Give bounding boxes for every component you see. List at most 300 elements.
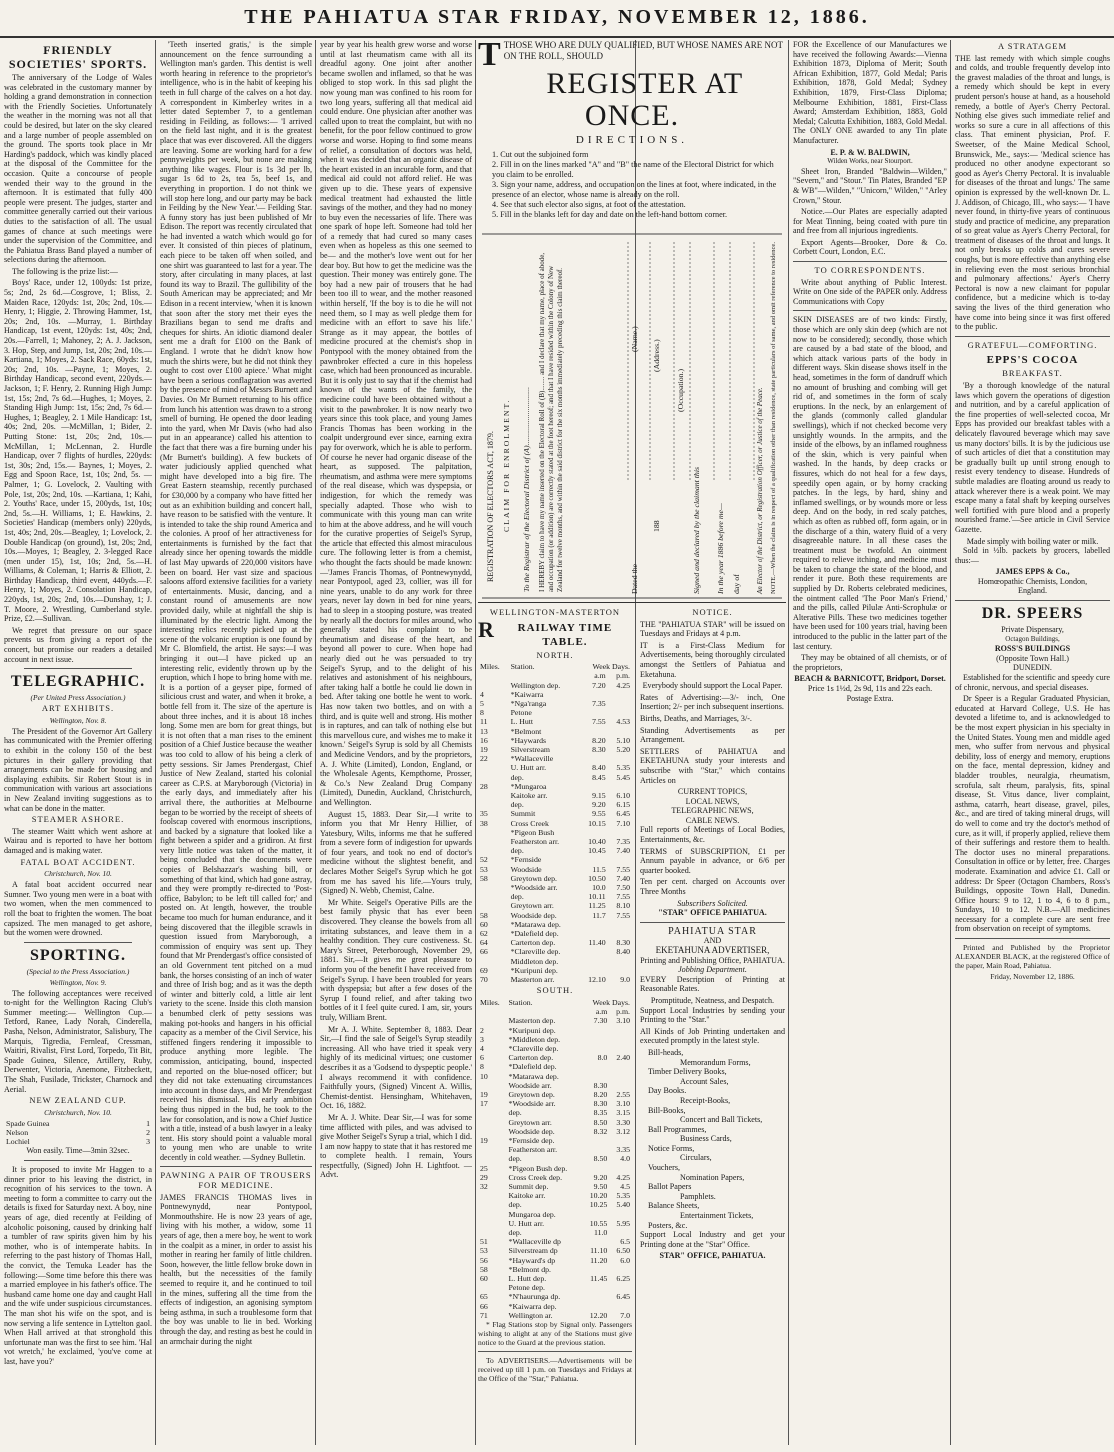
article-text: The following acceptances were received to-night for the Wellington Racing Club's Summer meeting:— Wellington Cup.—Tetford, Ranee, Lady Norah, Cinderella, Pasha, Nelson, Administrator, Salisbury, The Marquis, Tigredia, Fernleaf, Cressman, Waitiri, Rivalist, First Lord, Torpedo, Tit Bit, Spade Guinea, Silence, Artillery, Ruby, Derwenter, Victoria, Anemone, Fitzbeckett, The Shah, Fusilade, Trickster, Charnock and Aerial. [4, 988, 152, 1094]
column-1 [4, 40, 152, 1445]
pm-cell [609, 1081, 632, 1090]
table-row [478, 855, 632, 864]
race-time: Won easily. Time—3min 32sec. [26, 1146, 130, 1156]
station-cell: dep. [510, 892, 524, 902]
station-cell: L. Hutt [510, 717, 534, 727]
pm-cell [609, 1062, 632, 1071]
adv-title: PAHIATUA STAR [668, 925, 757, 937]
am-cell: 8.0 [597, 1053, 608, 1063]
am-cell: 8.45 [592, 772, 606, 782]
col-header: a.m [594, 671, 606, 681]
column-rule [950, 40, 951, 1445]
station-cell: *Pigeon Bush [510, 827, 555, 837]
am-cell: 12.20 [589, 1310, 608, 1320]
station-cell: dep. [508, 1154, 522, 1164]
pm-cell [608, 929, 632, 938]
station-cell: U. Hutt arr. [508, 1218, 545, 1228]
pm-cell: 3.10 [616, 1016, 630, 1026]
am-cell: 10.15 [588, 818, 606, 828]
list-item: 4. See that such elector also signs, at foot of the attestation. [492, 200, 686, 209]
am-cell [582, 1062, 609, 1071]
epps-breakfast: BREAKFAST. [1002, 368, 1063, 379]
am-cell: 8.20 [593, 1089, 608, 1099]
am-cell: 8.30 [593, 1099, 608, 1109]
am-cell: 9.15 [592, 791, 606, 801]
speers-opposite: (Opposite Town Hall.) [996, 653, 1069, 663]
epps-heading: GRATEFUL—COMFORTING. [967, 339, 1098, 350]
col-header: Station. [510, 662, 535, 672]
speers-established: Established for the scientific and speedy cure of chronic, nervous, and special diseases. [955, 673, 1110, 692]
pm-cell: 3.30 [616, 1117, 630, 1127]
station-cell: dep. [510, 800, 524, 810]
am-cell: 8.20 [592, 735, 606, 745]
am-cell: 12.10 [588, 975, 606, 985]
pm-cell [609, 1228, 632, 1237]
pm-cell [609, 1035, 632, 1044]
station-cell: Petone [510, 708, 532, 718]
horse-place: 1 [146, 1118, 150, 1128]
horse-place: 3 [146, 1137, 150, 1147]
divider [24, 942, 132, 943]
form-note: NOTE.—When the claim is in respect of a qualification other than residence, state particulars of same, and omit reference to residence. [770, 242, 777, 594]
railway-route: WELLINGTON-MASTERTON [489, 607, 621, 617]
pm-cell: 6.5 [620, 1237, 630, 1247]
pm-cell [609, 1164, 632, 1173]
table-row [478, 754, 632, 763]
am-cell: 11.5 [592, 864, 606, 874]
miles-cell: 58 [480, 910, 488, 920]
station-cell: *Wallaceville dp [508, 1237, 561, 1247]
col-header: p.m. [616, 671, 630, 681]
correspondents-heading: TO CORRESPONDENTS. [814, 265, 926, 276]
col-header: Miles. [480, 997, 500, 1007]
column-rule [788, 40, 789, 1445]
station-cell: Woodside dep. [508, 1126, 555, 1136]
list-item: Concert and Ball Tickets, [680, 1115, 763, 1125]
pm-cell: 7.55 [616, 910, 630, 920]
am-cell [582, 1026, 609, 1035]
list-item: Notice Forms, [648, 1143, 695, 1153]
table-header [478, 998, 632, 1007]
table-row [478, 911, 632, 920]
miles-cell [478, 1081, 507, 1090]
table-row [478, 865, 632, 874]
station-cell: *N'haurunga dp. [508, 1292, 561, 1302]
station-cell: dep. [508, 1108, 522, 1118]
pm-cell: 5.10 [616, 735, 630, 745]
am-cell: 7.55 [592, 717, 606, 727]
table-row [478, 1283, 632, 1292]
am-cell [582, 1072, 609, 1081]
pm-cell [609, 1302, 632, 1311]
list-item: Balance Sheets, [648, 1201, 700, 1211]
speers-opp: Octagon Buildings, [1005, 634, 1060, 643]
col-header: Miles. [480, 662, 500, 672]
advertisers-note: To ADVERTISERS.—Advertisements will be received up till 1 p.m. on Tuesdays and Fridays at the Office of the "Star," Pahiatua. [478, 1356, 632, 1383]
miles-cell [478, 957, 509, 966]
list-item: Bill-Books, [648, 1105, 686, 1115]
notice-text: All Kinds of Job Printing undertaken and executed promptly in the latest style. [640, 1026, 785, 1046]
pm-cell [609, 1265, 632, 1274]
am-cell: 10.40 [588, 837, 606, 847]
miles-cell: 58 [480, 873, 488, 883]
epps-made: Made simply with boiling water or milk. [966, 536, 1099, 546]
notice-column [640, 606, 785, 1446]
am-cell [582, 1164, 609, 1173]
article-text: The anniversary of the Lodge of Wales was celebrated in the customary manner by holding a grand demonstration in connection with the Friendly Societies. Unfortunately the weather in the morning was not all that could be desired, but later on the sky cleared and a large number of people assembled on the ground. The sports took place in Mr Harding's paddock, which was kindly placed at the disposal of the Committee for the occasion. Quite a concourse of people wended their way to the ground in the afternoon. It is estimated that fully 400 people were present. The judges, starter and committee generally carried out their various duties to the satisfaction of all. The usual games of chance at such meetings were under the supervision of the Committee, and the Pahiatua Brass Band played a number of selections during the afternoon. [4, 73, 152, 265]
station-cell: dep. [508, 1227, 522, 1237]
pm-cell [609, 1026, 632, 1035]
miles-cell: 4 [480, 689, 484, 699]
article-text: 'Teeth inserted gratis,' is the simple announcement on the fence surrounding a Wellington man's garden. This dentist is well worth hearing in reference to the proprietor's intelligence, who is in the habit of keeping his teeth in full charge of the calves on a hot day. A correspondent in Kimberley writes in a letter dated September 7, to a gentleman residing in Feilding, as follows:— 'I arrived on the field last night, and it is the greatest place that was ever discovered. All the diggers are leaving. Some are working hard for a few pennyweights per week, but none are making anything like wages. Flour is 1s 3d per lb, sugar 1s 6d to 2s, tea 5s, beef 1s, and everything in proportion. I do not think we will stop here long, and our party may be back in Feilding by the New Year.'— Feilding Star. A funny story has just been published of Mr Edison. The report was recently circulated that he had invented a watch which would go for ever. It consisted of thin pieces of platinum, each piece to be taken off when soiled, and one shirt was guaranteed to last for a year. The story, after circulating in many places, at last found its way to Brazil. The gullibility of the South American may be appreciated; and Mr Edison in a recent interview, 'when it is known that soon after the story met their eyes the Brazilians began to send me drafts and cheques for shirts. An idiotic diamond dealer sent me a draft for £100 on the Bank of England. I wrote that he didn't know how much the shirts were, but he did not think they ought to cost over £100 apiece.' What might have been a serious conflagration was averted by the presence of mind of Messrs Burnett and Davies. On Mr Burnett returning to his office from lunch his attention was drawn to a strong smell of burning. He opened the door leading into the yard, when Mr Davis (who had also put in an appearance) called his attention to the fact that there was a fire burning under his (Mr Burnett's building). A few buckets of water judiciously applied quenched what might have developed into a big fire. The Great Eastern steamship, recently purchased for £30,000 by a company who have fitted her out as an exhibition building and concert hall, have reason to be satisfied with the venture. It is intended to take the ship round America and the colonies. A proof of her attractiveness for entertainments is furnished by the fact that already since her opening towards the middle of last May upwards of 220,000 visitors have been on board. Her vast size and spacious saloons afford extensive facilities for a variety of entertainments. Music, dancing, and a constant round of amusements are now provided daily, while at nightfall the ship is illuminated by the electric light. Among the interesting relics recently picked up at the scene of the volcanic eruption is one found by Mr C. Blomfield, the artist. He says:—I was bringing it out—I have picked up an interesting relic, evidently thrown up by the eruption, which I hope to bring home with me. It is a portion of a geyser pipe, formed of silicious crust and water, and when it broke, a bottle fell from it. The size of the aperture is about three inches, and it is about 18 inches long. Some men are born for great things, but it is not often that a man rises to the eminent position of a Chief Justice because the weather was too cold to allow of his being a clerk of petty sessions. Sir James Prendergast, Chief Justice of New Zealand, started his colonial career as C.P.S. at Maryborough (Victoria) in the early days, and immediately after his arrival there, the authorities at Melbourne began to be worried by the receipt of sheets of foolscap covered with enormous inscriptions, and backed by a signature that looked like a fight between a spider and a gridiron. At first very little notice was taken of the matter, it being concluded that the documents were copies of Belshazzar's washing bill, or something of that kind, which had gone astray, and they were promptly re-directed to 'Post-office, Babylon; to be left till called for;' and posted on. At length, however, the trouble became too much for human endurance, and it being discovered that the illegible scrawls in question issued from Maryborough, a commission of enquiry was sent up. They found that Mr Prendergast's office consisted of an old Government tent pitched on a mud bank, the horses consisting of an inch of water and three of Irish bog; and as it was the depth of winter and bitterly cold, a little air lent variety to the scene. Inside this cloth mansion a benumbed clerk of petty sessions was making pot-hooks and hangers in his official capacity as a member of the Civil Service, his stiffened fingers rendering it impossible to produce anything more legible. The commission, anticipating, bound, inspected and reported on the blue-nosed officer; but they did not take extenuating circumstances into account in those days, and Mr Prendergast received his dismissal. His early ambition being thus nipped in the bud, he took to the law for consolation, and is now a Chief Justice with a title, instead of a bush lawyer in a leaky tent. His story should point a valuable moral to young men who are unable to write decently in cold weather. —Sydney Bulletin. [160, 40, 312, 1162]
railway-title [478, 616, 632, 649]
south-table [478, 998, 632, 1320]
am-cell: 7.30 [593, 1016, 608, 1026]
table-row [478, 819, 632, 828]
list-item: Vouchers, [648, 1163, 680, 1173]
pm-cell: 3.35 [616, 1145, 630, 1155]
ayer-ad-text: THE last remedy with which simple coughs and colds, and trouble frequently develop into the gravest maladies of the throat and lungs, is a remedy which should be kept in every prudent person's house at hand, as a household remedy, a bottle of Ayer's Cherry Pectoral. Nothing else gives such immediate relief and works so sure a cure in all affections of this class. That eminent physician, Prof. F. Sweetser, of the Maine Medical School, Brunswick, Me., says:— 'Medical science has produced no other anodyne expectorant so good as Ayer's Cherry Pectoral. It is invaluable for diseases of the throat and lungs.' The same opinion is expressed by the well-known Dr. L. J. Addison, of Chicago, Ill., who says:— 'I have never found, in thirty-five years of continuous study and practice of medicine, any preparation of so great value as Ayer's Cherry Pectoral, for treatment of diseases of the throat and lungs. It not only breaks up colds and cures severe coughs, but is more effective than anything else in relieving even the most serious bronchial and pulmonary affections.' Ayer's Cherry Pectoral is now a new claimant for popular confidence, but a medicine which is to-day saving the lives of the third generation who have come into being since it was first offered to the public. [955, 53, 1110, 332]
pm-cell [608, 727, 632, 736]
skin-disease-price: Price 1s 1½d, 2s 9d, 11s and 22s each. [807, 684, 933, 693]
station-cell: Carterton dep. [510, 938, 556, 948]
notice-text: Full reports of Meetings of Local Bodies, Entertainments, &c. [640, 825, 785, 845]
sporting-heading: SPORTING. [29, 946, 126, 964]
list-item: Memorandum Forms, [680, 1057, 751, 1067]
pm-cell [609, 1072, 632, 1081]
imprint-date: Friday, November 12, 1886. [990, 972, 1075, 982]
station-cell: *Matarawa dep. [510, 919, 561, 929]
am-cell: 9.50 [593, 1181, 608, 1191]
column-3 [320, 40, 472, 1445]
col-header: Week Days. [592, 662, 630, 672]
baldwin-name: E. P. & W. BALDWIN, [830, 147, 910, 157]
register-lead [478, 40, 786, 73]
miles-cell [478, 1127, 507, 1136]
am-cell [582, 1210, 609, 1219]
table-row [478, 975, 632, 984]
am-cell [579, 727, 608, 736]
column-2 [160, 40, 312, 1445]
skin-disease-sold: They may be obtained of all chemists, or of the proprietors, [793, 653, 947, 672]
list-item: Nomination Papers, [680, 1172, 745, 1182]
pm-cell: 5.45 [616, 772, 630, 782]
station-cell: *Woodside arr. [510, 883, 558, 893]
skin-disease-ad: SKIN DISEASES are of two kinds: Firstly, those which are only skin deep (which are not now to be considered); secondly, those which are caused by a bad state of the blood, and which attack various parts of the body in different ways. Skin disease shows itself in the head, sometimes in the form of dandruff which no amount of brushing and combing will get rid of, and sometimes in the form of scaly eruptions. In the neck, by an enlargement of the glands (commonly called glandular swellings), which if not checked become very unsightly wounds. In the armpits, and the inside of the elbows, by an inflamed roughness of the skin, which is very painful when washed. In the hands, by deep cracks or fissures, which do not heal for a few days, speedily open again, or by horny cracking patches. In the legs, by hard, shiny and inflamed swellings, or by wounds more or less deep. And on the body, in red scaly patches, which as often as rubbed off, form again, or in the discharge of a thin, watery fluid of a very disagreeable nature. In all these cases the treatment must be twofold. An ointment required to relieve itching, and medicine must be taken to change the state of the blood, and render it pure. Both these requirements are supplied by Dr. Roberts celebrated medicines, the ointment called 'The Poor Man's Friend,' and the pills, called Pilulæ Anti-Scrophulæ or Alterative Pills. These two medicines together have been used for 100 years trial, having been introduced to the public in the latter part of the last century. [793, 315, 947, 651]
pm-cell: 5.35 [616, 1191, 630, 1201]
form-occupation-label: (Occupation.) [676, 368, 685, 412]
column-7 [955, 40, 1110, 1445]
am-cell [579, 929, 608, 938]
station-cell: *Hayward's dp [508, 1255, 556, 1265]
table-row [478, 1016, 632, 1025]
pawning-heading: PAWNING A PAIR OF TROUSERS FOR MEDICINE. [160, 1170, 312, 1191]
table-row [478, 763, 632, 772]
form-address-label: (Address.) [652, 339, 661, 372]
horse-name: Nelson [6, 1128, 29, 1138]
station-cell: Masterton dep. [508, 1016, 556, 1026]
miles-cell [478, 846, 509, 855]
am-cell: 8.50 [593, 1117, 608, 1127]
table-row [478, 1237, 632, 1246]
miles-cell: 69 [480, 965, 488, 975]
miles-cell: 56 [480, 1255, 488, 1265]
pm-cell: 6.45 [616, 809, 630, 819]
north-table [478, 662, 632, 984]
divider [478, 602, 786, 603]
miles-cell: 5 [480, 699, 484, 708]
baldwin-works: Wilden Works, near Stourport. [827, 157, 913, 166]
testimonial-letter: Mr A. J. White. Dear Sir,—I was for some time afflicted with piles, and was advised to give Mother Seigel's Syrup a trial, which I did. I am now happy to state that it has restored me to complete health. I remain, Yours respectfully, (Signed) John H. Lightfoot. —Advt. [320, 1112, 472, 1180]
column-6 [793, 40, 947, 1445]
list-item: Circulars, [680, 1153, 712, 1163]
list-item: 2. Fill in on the lines marked "A" and "B" the name of the Electoral District for which you claim to be enrolled. [492, 160, 774, 179]
miles-cell: 60 [480, 919, 488, 929]
table-row [478, 1090, 632, 1099]
form-claim-title: CLAIM FOR ENROLMENT. [502, 398, 511, 532]
speers-city: DUNEDIN. [1013, 663, 1052, 673]
miles-cell: 28 [480, 781, 488, 791]
miles-cell [478, 791, 509, 800]
pm-cell: 8.40 [616, 947, 630, 957]
form-before-me-label: In the year 1886 before me— [716, 503, 725, 594]
table-row [478, 1256, 632, 1265]
table-row [478, 846, 632, 855]
am-cell: 7.35 [592, 699, 606, 708]
divider [793, 261, 947, 262]
pm-cell: 9.0 [620, 975, 630, 985]
am-cell [579, 828, 608, 837]
pm-cell: 5.20 [616, 745, 630, 755]
speers-ad-text: Dr Speer is a Regular Graduated Physician, educated at Harvard College, U.S. He has devoted a lifetime to, and is acknowledged to be the most expert physician in his specialty in the United States. Young men and middle aged men, who suffer from nervous and physical debility, loss of energy and memory, eruptions on the face, mental depression, kidney and bladder troubles, neuralgia, rheumatism, scrofula, salt rheum, paralysis, fits, spinal disease, St. Vitus dance, liver complaint, asthma, catarrh, heart disease, gravel, piles, &c., and are tired of taking mineral drugs, will do well to come and try the doctor's method of cure, as it will, if properly applied, relieve them of their sufferings and restore them to health. The doctor uses no mineral preparations. Consultation in office or by letter, free. Charges moderate. Examination and advice £1. Call or address: Dr Speer (Octagon Chambers, Ross's Buildings, opposite Town Hall, Dunedin. Office hours: 9 to 12, 1 to 4, 6 to 8 p.m., Sundays, 10 to 12. N.B.—All medicines necessary for a complete cure are sent free from observation on receipt of symptoms. [955, 694, 1110, 934]
miles-cell: 70 [480, 975, 488, 985]
pm-cell: 6.0 [620, 1255, 630, 1265]
miles-cell [478, 1016, 507, 1025]
article-text: It is proposed to invite Mr Haggen to a dinner prior to his leaving the district, in recognition of his services to the town. A meeting to form a committee to carry out the details is fixed for Saturday next. A boy, nine years of age, died recently at Feilding of alcoholic poisoning, caused by drinking half a tumbler of raw spirits given him by his mother, who is of intemperate habits. In referring to the past history of Thomas Hall, the convict, the Temuka Leader has the following:—Some time before this there was a married employee in his father's office. The husband came home one day and caught Hall and the wife under suspicious circumstances. The man shot his wife on the spot, and is now serving a life sentence in Lyttelton gaol. When Hall arrived at that stronghold this unfortunate man was the first to see him. 'Hal vot wretch,' he exclaimed, 'you've come at last, have you?' [4, 1165, 152, 1366]
divider [478, 1351, 632, 1352]
miles-cell: 71 [480, 1310, 488, 1320]
pm-cell: 4.53 [616, 717, 630, 727]
prize-list: Boys' Race, under 12, 100yds: 1st prize, 5s; 2nd, 2s 6d.—Cosgrove, 1; Bliss, 2. Maiden Race, 120yds: 1st, 20s; 2nd, 10s.—Henry, 1; Higgie, 2. Throwing Hammer, 1st, 20s; 2nd, 10s. —Murray, 1. Birthday Handicap, 1st event, 120yds: 1st, 40s; 2nd, 20s.—Farrell, 1; Mahoney, 2; A. J. Jackson, 3. Hop, Step, and Jump, 1st, 20s; 2nd, 10s.—Kartiana, 1; Moyes, 2. Sack Race, 60yds: 1st, 20s; 2nd, 10s. —Payne, 1; Moyes, 2. Birthday Handicap, second event, 220yds.—Jackson, 1; F. Henry, 2. Running High Jump: 1st, 15s; 2nd, 7s 6d.—Hughes, 1; Moyes, 2. Standing High Jump: 1st, 15s; 2nd, 7s 6d.—Hughes, 1; Beagley, 2. 1 Mile Handicap: 1st, 40s; 2nd, 20s. —McMillan, 1; Bider, 2. Putting Stone: 1st, 20s; 2nd, 10s.— McMillan, 1; McLennan, 2. Hurdle Handicap, over 7 flights of hurdles, 220yds: 1st, 30s; 2nd, 15s.— Baynes, 1; Moyes, 2. Egg and Spoon Race, 1st, 10s; 2nd, 5s. —Palmer, 1; G. Lovelock, 2. Vaulting with Pole, 1st, 20s; 2nd, 10s. —Kartiana, 1; Kahi, 2. Youths' Race, under 15, 200yds, 1st, 10s; 2nd, 5s.—H. Williams, 1; E. Hawkins, 2. Societies' Handicap (members only) 220yds, 1st, 40s; 2nd, 20s.—Beagley, 1; Lovelock, 2. Double Handicap (on ground), 1st, 20s; 2nd, 10s.—Moyes, 1; Beagley, 2. 3-legged Race (men under 15), 1st, 10s; 2nd, 5s.—H. Williams, & Coleman, 1; Harris & Elliott, 2. Birthday Handicap, third event, 440yds.—F. Henry, 1; Moyes, 2. Consolation Handicap, 220yds, 1st, 20s; 2nd, 10s.—Dunshay, 1; J. T. Moore, 2. Wrestling, Cumberland style. Prize, £2.—Sullivan. [4, 278, 152, 624]
station-cell: dep. [508, 1200, 522, 1210]
pm-cell [609, 1136, 632, 1145]
col-header: Station. [508, 997, 533, 1007]
table-row [478, 1302, 632, 1311]
form-declaration: I HEREBY claim to have my name inserted on the Electoral Roll of (B)........ and I declare that my name, place of abode, and occupation (or addition) are correctly stated at the foot hereof; and that I have resided within the Colony of New Zealand for twelve months, and within the said district for the six months immediately preceding this claim thereof. [538, 252, 564, 592]
article-text: The steamer Waitt which went ashore at Wairau and is reported to have her bottom damaged and is making water. [4, 826, 152, 855]
dateline: Christchurch, Nov. 10. [44, 1107, 112, 1117]
register-title: REGISTER AT ONCE. [546, 67, 744, 132]
am-cell: 8.30 [593, 1080, 608, 1090]
station-cell: Silverstream [510, 745, 550, 755]
friendly-societies-heading: FRIENDLY SOCIETIES' SPORTS. [8, 43, 148, 71]
boat-accident-heading: FATAL BOAT ACCIDENT. [20, 856, 136, 867]
am-cell [579, 920, 608, 929]
am-cell: 10.20 [589, 1191, 608, 1201]
station-cell: *Clareville dep. [508, 1043, 559, 1053]
notice-heading: NOTICE. [692, 607, 733, 617]
am-cell [579, 947, 608, 956]
table-row [478, 1053, 632, 1062]
am-cell [579, 690, 608, 699]
table-row [478, 1210, 632, 1219]
am-cell: 8.40 [592, 763, 606, 773]
notice-text: TERMS of SUBSCRIPTION, £1 per Annum payable in advance, or 6/6 per quarter booked. [640, 846, 785, 875]
miles-cell: 66 [480, 947, 488, 957]
column-rule [155, 40, 156, 1445]
miles-cell [478, 800, 509, 809]
am-cell [582, 1136, 609, 1145]
pm-cell: 7.55 [616, 892, 630, 902]
epps-name: JAMES EPPS & Co., [995, 567, 1070, 577]
station-cell: *Mungaroa [510, 781, 547, 791]
list-item: 3. Sign your name, address, and occupation on the lines at foot, where indicated, in the presence of an elector, whose name is already on the roll. [492, 180, 777, 199]
notice-text: Promptitude, Neatness, and Despatch. [650, 995, 775, 1005]
drop-cap: R [478, 616, 495, 642]
pm-cell [608, 828, 632, 837]
station-cell: Woodside dep. [510, 910, 557, 920]
station-cell: *Fernside [510, 855, 542, 865]
notice-text: Support Local Industry and get your Printing done at the "Star" Office. [640, 1230, 785, 1249]
notice-text: Support Local Industries by sending your Printing to the "Star." [640, 1005, 785, 1025]
pm-cell: 6.15 [616, 800, 630, 810]
station-cell: *Kaiwarra dep. [508, 1301, 557, 1311]
am-cell: 11.0 [593, 1227, 608, 1237]
skin-disease-postage: Postage Extra. [846, 693, 894, 703]
column-rule [475, 40, 476, 1445]
am-cell: 11.25 [588, 901, 606, 911]
table-row [478, 883, 632, 892]
miles-cell: 62 [480, 929, 488, 939]
miles-cell: 25 [480, 1163, 488, 1173]
station-cell: dep. [510, 846, 524, 856]
testimonial-letter: August 15, 1883. Dear Sir,—I write to inform you that Mr Henry Hillier, of Yatesbury, Wilts, informs me that he suffered from a severe form of indigestion for upwards of four years, and took no end of doctor's medicine without the slightest benefit, and declares Mother Seigel's Syrup which he got from me has saved his life.—Yours truly, (Signed) N. Webb, Chemist, Calne. [320, 809, 472, 896]
col-header: a.m [595, 1007, 608, 1017]
am-cell [582, 1283, 609, 1292]
divider [160, 1166, 312, 1167]
register-lead-text: THOSE WHO ARE DULY QUALIFIED, BUT WHOSE NAMES ARE NOT ON THE ROLL, SHOULD [503, 40, 783, 61]
table-row [478, 892, 632, 901]
table-row [478, 828, 632, 837]
station-cell: *Belmont dp. [508, 1264, 551, 1274]
station-cell: Greytown dep. [510, 873, 557, 883]
pm-cell: 2.55 [616, 1089, 630, 1099]
railway-timetable [478, 606, 632, 1446]
table-row [478, 1265, 632, 1274]
notice-text: Rates of Advertising:—3/- inch, One Insertion; 2/- per inch subsequent insertions. [640, 692, 785, 712]
table-row [478, 1044, 632, 1053]
pm-cell [608, 754, 632, 763]
steamer-heading: STEAMER ASHORE. [31, 814, 125, 825]
table-row [478, 1274, 632, 1283]
form-signed-label: Signed and declared by the claimant this [692, 466, 701, 594]
station-cell: Greytown arr. [508, 1117, 552, 1127]
miles-cell [478, 773, 509, 782]
star-office: STAR" OFFICE, PAHIATUA. [659, 1251, 766, 1261]
miles-cell [478, 1210, 507, 1219]
station-cell: Featherston arr. [510, 837, 560, 847]
table-row [478, 929, 632, 938]
pm-cell: 8.10 [616, 901, 630, 911]
miles-cell: 58 [480, 1264, 488, 1274]
table-row [478, 1311, 632, 1320]
station-cell: L. Hutt dep. [508, 1273, 547, 1283]
pm-cell: 3.12 [616, 1126, 630, 1136]
table-row [478, 1136, 632, 1145]
table-row [478, 773, 632, 782]
miles-cell: 51 [480, 1237, 488, 1247]
am-cell [582, 1292, 609, 1301]
table-row [478, 1154, 632, 1163]
am-cell: 11.10 [590, 1246, 608, 1256]
station-cell: Woodside arr. [508, 1080, 552, 1090]
table-row [478, 800, 632, 809]
topic-item: LOCAL NEWS, [685, 796, 740, 806]
station-cell: Middleton dep. [510, 956, 559, 966]
am-cell: 9.55 [592, 809, 606, 819]
am-cell: 11.40 [588, 938, 606, 948]
station-cell: *Pigeon Bush dep. [508, 1163, 568, 1173]
notice-text: Births, Deaths, and Marriages, 3/-. [640, 713, 752, 723]
station-cell: Masterton arr. [510, 975, 555, 985]
am-cell [582, 1035, 609, 1044]
divider [24, 668, 132, 669]
table-row [478, 745, 632, 754]
am-cell [579, 966, 608, 975]
notice-text: Standing Advertisements as per Arrangement. [640, 725, 785, 745]
article-text: JAMES FRANCIS THOMAS lives in Pontnewynydd, near Pontypool, Monmouthshire. He is now 23 years of age, living with his mother, a widow, some 11 years of age, then a mere boy, he went to work in the coalpit as a miner, in order to assist his mother in rearing her family of little children. Soon, however, the little fellow broke down in health, but the necessities of the family seemed to require it, and he continued to toil in the mines, suffering all the time from the effects of indigestion, an agonising symptom being asthma, in such a troublesome form that the boy was unable to lie in bed. Working through the day, and resting as best he could in an armchair during the night [160, 1192, 312, 1346]
am-cell: 11.45 [590, 1273, 608, 1283]
am-cell: 11.7 [592, 910, 606, 920]
table-row [478, 966, 632, 975]
miles-cell [478, 901, 509, 910]
article-text: The following is the prize list:— [12, 266, 118, 276]
miles-cell: 52 [480, 855, 488, 865]
miles-cell [478, 883, 509, 892]
table-row [478, 1118, 632, 1127]
flag-station-note: * Flag Stations stop by Signal only. Passengers wishing to alight at any of the Stations must give notice to the Guard at the previous station. [478, 1320, 632, 1347]
am-cell [579, 708, 608, 717]
miles-cell [478, 763, 509, 772]
speers-title: DR. SPEERS [981, 605, 1084, 623]
miles-cell: 19 [480, 1135, 488, 1145]
directions-heading: DIRECTIONS. [575, 134, 689, 146]
miles-cell: 8 [480, 708, 484, 718]
station-cell: *Clareville dep. [510, 947, 561, 957]
am-cell: 10.50 [588, 873, 606, 883]
notice-text: SETTLERS of PAHIATUA and EKETAHUNA study your interests and subscribe with "Star," which contains Articles on [640, 746, 785, 785]
miles-cell: 19 [480, 745, 488, 755]
pm-cell [608, 708, 632, 717]
star-office: "STAR" OFFICE PAHIATUA. [658, 908, 767, 918]
pm-cell [608, 690, 632, 699]
jobbing-department: Jobbing Department. [678, 965, 747, 975]
testimonial-letter: Mr A. J. White. September 8, 1883. Dear Sir,—I find the sale of Seigel's Syrup steadily increasing. All who have tried it speak very highly of its medicinal virtues; one customer describes it as a 'Godsend to dyspeptic people.' I always recommend it with confidence. Faithfully yours, (Signed) Vincent A. Willis, Chemist-dentist. Hensingham, Whitehaven, Oct. 16, 1882. [320, 1024, 472, 1111]
miles-cell [478, 681, 509, 690]
miles-cell: 32 [480, 1181, 488, 1191]
pm-cell: 7.35 [616, 837, 630, 847]
divider [955, 600, 1110, 601]
drop-cap: T [478, 40, 501, 73]
baldwin-brands: Sheet Iron, Branded "Baldwin—Wilden," "Severn," and "Stour." Tin Plates, Branded "EP & WB"—Wilden," "Unicorn," Wilden," "Arley Crown," Stour. [793, 166, 947, 205]
miles-cell: 22 [480, 754, 488, 764]
form-name-label: (Name.) [630, 326, 639, 352]
north-heading: NORTH. [536, 649, 574, 660]
am-cell [579, 754, 608, 763]
list-item: Account Sales, [680, 1076, 729, 1086]
form-elector-label: An Elector of the District, or Registration Officer, or Justice of the Peace. [756, 387, 764, 594]
list-item: Entertainment Tickets, [680, 1211, 754, 1221]
